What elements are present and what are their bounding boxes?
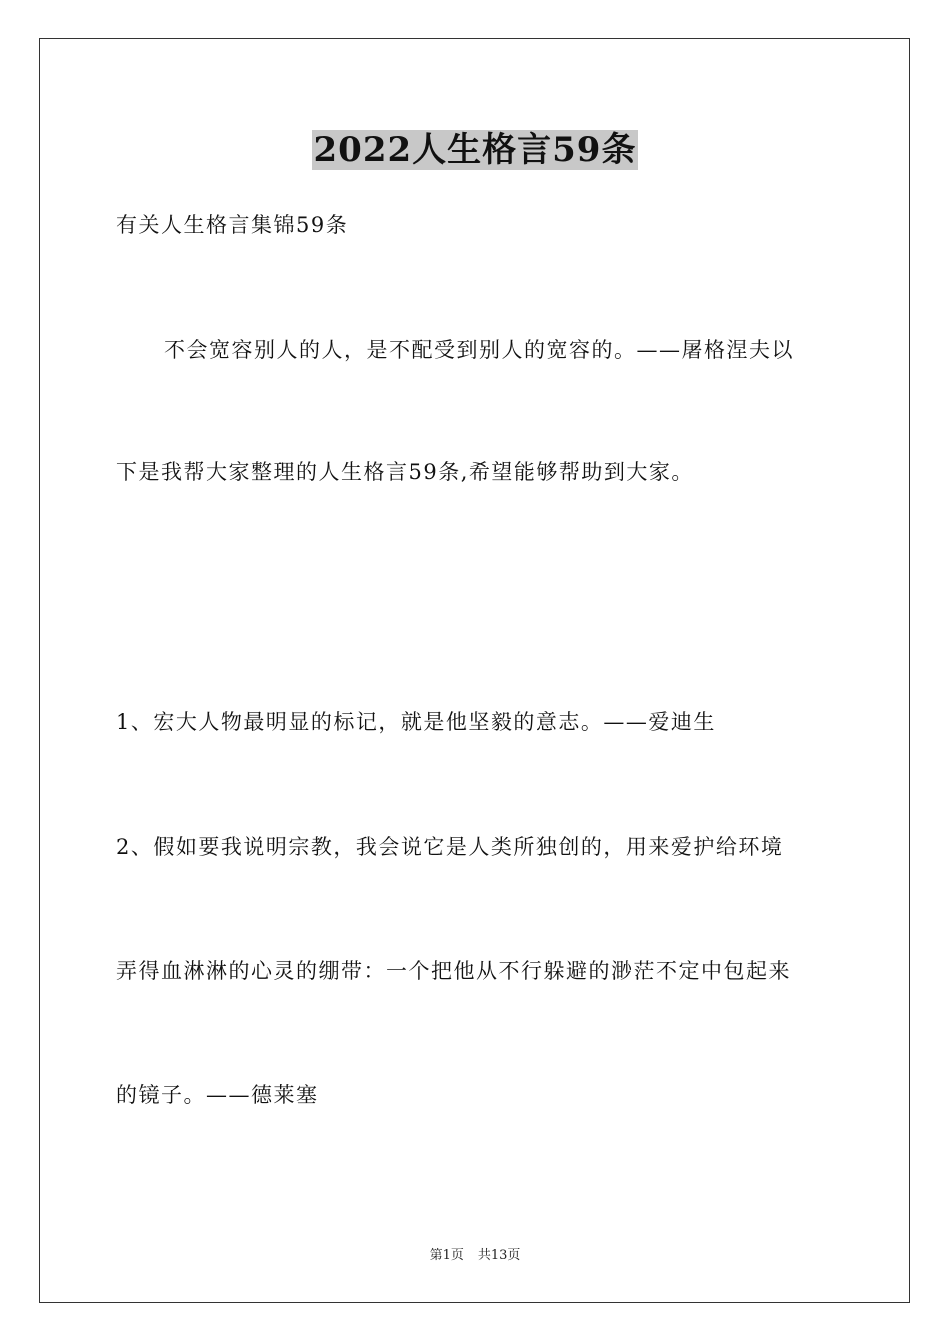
document-title-text: 2022人生格言59条 [313, 130, 637, 170]
quote-line-2: 2、假如要我说明宗教，我会说它是人类所独创的，用来爱护给环境 [116, 835, 784, 859]
page-number-total: 共13页 [477, 1248, 521, 1263]
page-footer [0, 1247, 950, 1265]
quote-line-3: 弄得血淋淋的心灵的绷带：一个把他从不行躲避的渺茫不定中包起来 [116, 959, 791, 983]
paragraph-line-2: 下是我帮大家整理的人生格言59条,希望能够帮助到大家。 [116, 460, 694, 484]
document-title [0, 128, 950, 172]
paragraph-line-1: 不会宽容别人的人，是不配受到别人的宽容的。——屠格涅夫以 [164, 338, 794, 362]
quote-line-1: 1、宏大人物最明显的标记，就是他坚毅的意志。——爱迪生 [116, 710, 716, 734]
page-number-current: 第1页 [429, 1248, 464, 1263]
quote-line-4: 的镜子。——德莱塞 [116, 1083, 319, 1107]
document-subtitle: 有关人生格言集锦59条 [116, 213, 349, 237]
